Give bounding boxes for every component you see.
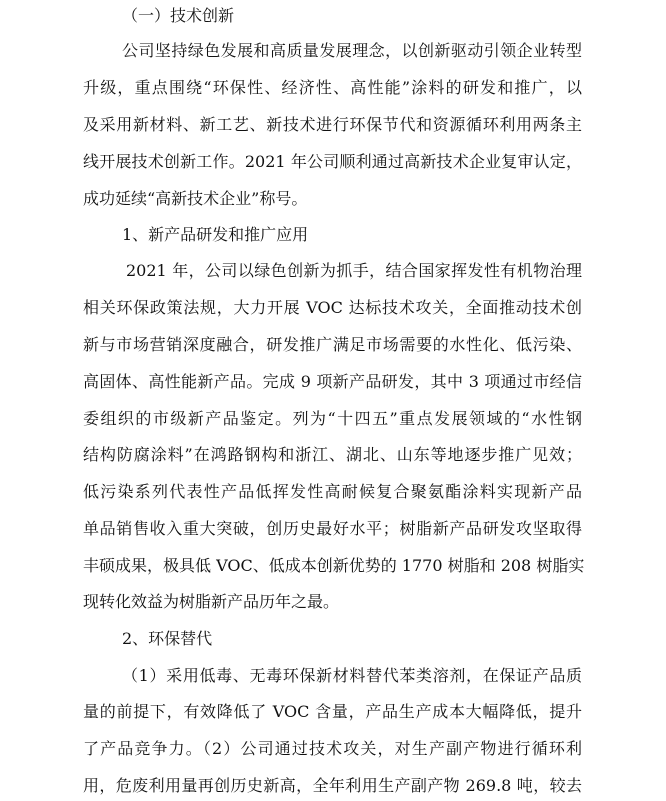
paragraph-line: 新与市场营销深度融合，研发推广满足市场需要的水性化、低污染、 (83, 335, 582, 354)
paragraph-line: 了产品竞争力。（2）公司通过技术攻关，对生产副产物进行循环利 (83, 739, 582, 758)
subsection-heading: 1、新产品研发和推广应用 (122, 225, 309, 244)
paragraph-line: 现转化效益为树脂新产品历年之最。 (83, 592, 340, 611)
paragraph-line: 低污染系列代表性产品低挥发性高耐候复合聚氨酯涂料实现新产品 (83, 482, 582, 501)
paragraph-line: 升级，重点围绕“环保性、经济性、高性能”涂料的研发和推广，以 (83, 78, 582, 97)
paragraph-line: 线开展技术创新工作。2021 年公司顺利通过高新技术企业复审认定， (83, 152, 582, 171)
paragraph-line: 高固体、高性能新产品。完成 9 项新产品研发，其中 3 项通过市经信 (83, 372, 582, 391)
paragraph-line: 相关环保政策法规，大力开展 VOC 达标技术攻关，全面推动技术创 (83, 298, 582, 317)
subsection-heading: 2、环保替代 (122, 629, 213, 648)
paragraph-line: 公司坚持绿色发展和高质量发展理念，以创新驱动引领企业转型 (122, 41, 582, 60)
section-heading: （一）技术创新 (122, 6, 235, 25)
paragraph-line: 及采用新材料、新工艺、新技术进行环保节代和资源循环利用两条主 (83, 115, 582, 134)
paragraph-line: （1）采用低毒、无毒环保新材料替代苯类溶剂，在保证产品质 (122, 666, 582, 685)
paragraph-line: 用，危废利用量再创历史新高，全年利用生产副产物 269.8 吨，较去 (83, 776, 582, 795)
paragraph-line: 量的前提下，有效降低了 VOC 含量，产品生产成本大幅降低，提升 (83, 702, 582, 721)
paragraph-line: 单品销售收入重大突破，创历史最好水平；树脂新产品研发攻坚取得 (83, 519, 582, 538)
paragraph-line: 2021 年，公司以绿色创新为抓手，结合国家挥发性有机物治理 (126, 261, 582, 280)
paragraph-line: 成功延续“高新技术企业”称号。 (83, 189, 308, 208)
paragraph-line: 委组织的市级新产品鉴定。列为“十四五”重点发展领域的“水性钢 (83, 409, 582, 428)
paragraph-line: 丰硕成果，极具低 VOC、低成本创新优势的 1770 树脂和 208 树脂实 (83, 556, 585, 575)
paragraph-line: 结构防腐涂料”在鸿路钢构和浙江、湖北、山东等地逐步推广见效； (83, 445, 582, 464)
